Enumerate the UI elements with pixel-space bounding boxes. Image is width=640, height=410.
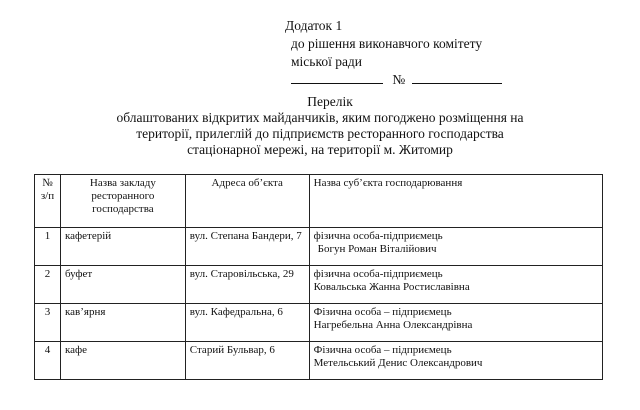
row-address: Старий Бульвар, 6: [185, 342, 309, 380]
row-name: буфет: [60, 266, 185, 304]
subject-type: фізична особа-підприємець: [313, 230, 443, 242]
row-number: 2: [35, 266, 61, 304]
header-address: Адреса об’єкта: [185, 175, 309, 228]
row-name: кафе: [60, 342, 185, 380]
date-blank-line: [291, 71, 383, 84]
header-subject: Назва суб’єкта господарювання: [309, 175, 602, 228]
row-name: кав’ярня: [60, 304, 185, 342]
row-number: 3: [35, 304, 61, 342]
appendix-council: міської ради: [291, 54, 363, 69]
header-number-abbr: з/п: [40, 190, 55, 202]
title-line-4: стаціонарної мережі, на території м. Житомир: [187, 142, 453, 157]
table-row: [35, 266, 603, 304]
row-name: кафетерій: [60, 228, 185, 266]
subject-type: Фізична особа – підприємець: [313, 344, 452, 356]
table-row: [35, 342, 603, 380]
appendix-number-line: [291, 71, 502, 89]
number-blank-line: [412, 71, 502, 84]
subject-person: Нагребельна Анна Олександрівна: [313, 319, 473, 331]
row-subject: [309, 266, 602, 304]
row-subject: [309, 342, 602, 380]
row-address: вул. Старовільська, 29: [185, 266, 309, 304]
header-number: [35, 175, 61, 228]
header-number-sign: №: [42, 177, 53, 189]
subject-type: фізична особа-підприємець: [313, 268, 443, 280]
header-name: Назва закладу ресторанного господарства: [60, 175, 185, 228]
subject-person: Ковальська Жанна Ростиславівна: [313, 281, 470, 293]
title-line-1: Перелік: [307, 94, 353, 109]
appendix-title: Додаток 1: [285, 18, 343, 33]
row-number: 1: [35, 228, 61, 266]
title-line-3: території, прилеглій до підприємств ресторанного господарства: [136, 126, 504, 141]
title-line-2: облаштованих відкритих майданчиків, яким погоджено розміщення на: [116, 110, 524, 125]
row-address: вул. Степана Бандери, 7: [185, 228, 309, 266]
number-sign: №: [392, 72, 406, 87]
row-address: вул. Кафедральна, 6: [185, 304, 309, 342]
row-number: 4: [35, 342, 61, 380]
table-row: [35, 228, 603, 266]
subject-type: Фізична особа – підприємець: [313, 306, 452, 318]
appendix-block: [283, 17, 502, 89]
subject-person: Богун Роман Віталійович: [317, 243, 437, 255]
subject-person: Метельський Денис Олександрович: [313, 357, 483, 369]
facilities-table: [34, 174, 603, 380]
table-header-row: [35, 175, 603, 228]
row-subject: [309, 304, 602, 342]
document-title: [0, 94, 640, 158]
appendix-reference: до рішення виконавчого комітету: [291, 36, 483, 51]
table-row: [35, 304, 603, 342]
row-subject: [309, 228, 602, 266]
